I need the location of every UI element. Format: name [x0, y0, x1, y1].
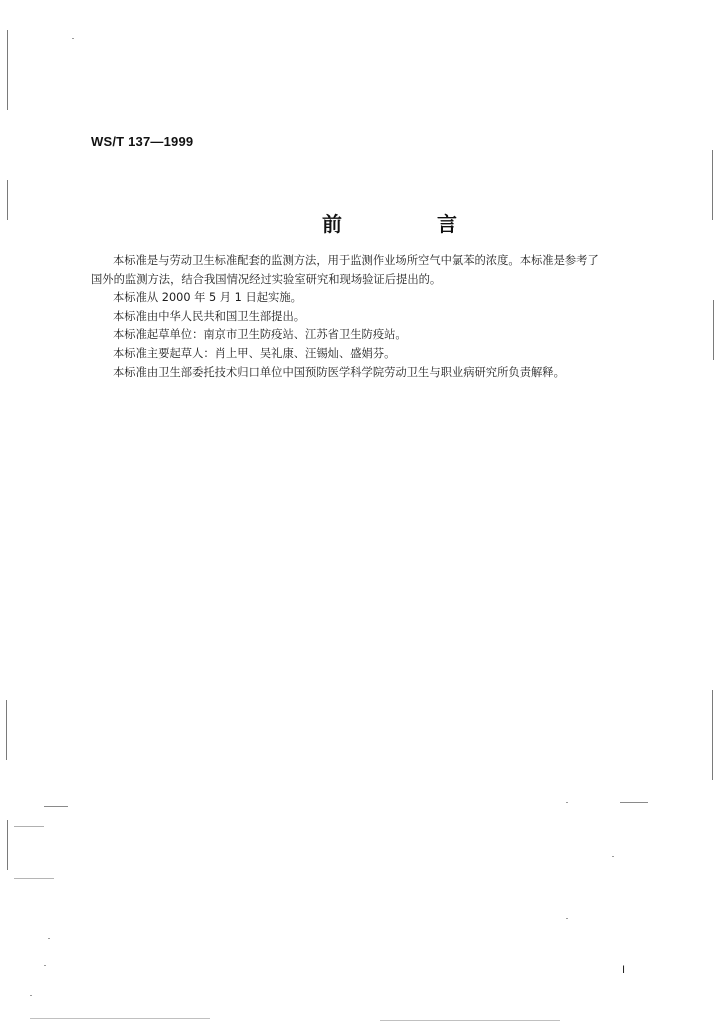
- scan-speck: [566, 918, 568, 919]
- scan-speck: [566, 802, 568, 803]
- scan-edge-mark: [7, 30, 8, 110]
- scan-edge-mark: [6, 700, 7, 760]
- scan-speck: [48, 938, 50, 939]
- scan-edge-mark: [30, 1018, 210, 1019]
- scan-edge-mark: [380, 1020, 560, 1021]
- scan-edge-mark: [44, 806, 68, 807]
- scan-speck: [612, 856, 614, 857]
- scan-edge-mark: [713, 300, 714, 360]
- paragraph-drafters: 本标准主要起草人：肖上甲、吴礼康、汪锡灿、盛娟芬。: [113, 346, 396, 360]
- scan-edge-mark: [14, 878, 54, 879]
- scan-speck: [72, 38, 74, 39]
- scan-edge-mark: [7, 180, 8, 220]
- scan-edge-mark: [712, 150, 713, 220]
- paragraph-drafting-units: 本标准起草单位：南京市卫生防疫站、江苏省卫生防疫站。: [113, 328, 407, 342]
- paragraph-interpretation: 本标准由卫生部委托技术归口单位中国预防医学科学院劳动卫生与职业病研究所负责解释。: [113, 365, 565, 379]
- standard-number: WS/T 137—1999: [91, 134, 194, 149]
- paragraph-effective-date: 本标准从 2000 年 5 月 1 日起实施。: [113, 291, 302, 305]
- page-title: 前 言: [322, 212, 501, 236]
- scan-edge-mark: [14, 826, 44, 827]
- foreword-body: [91, 252, 651, 382]
- page-number: I: [622, 964, 626, 976]
- paragraph-scope-line2: 国外的监测方法，结合我国情况经过实验室研究和现场验证后提出的。: [91, 272, 442, 286]
- paragraph-scope-line1: 本标准是与劳动卫生标准配套的监测方法，用于监测作业场所空气中氯苯的浓度。本标准是参考了: [113, 254, 599, 267]
- scan-edge-mark: [7, 820, 8, 870]
- scan-edge-mark: [620, 802, 648, 803]
- paragraph-proposer: 本标准由中华人民共和国卫生部提出。: [113, 309, 306, 323]
- scan-speck: [30, 995, 32, 996]
- scan-edge-mark: [712, 690, 713, 780]
- scan-speck: [44, 965, 46, 966]
